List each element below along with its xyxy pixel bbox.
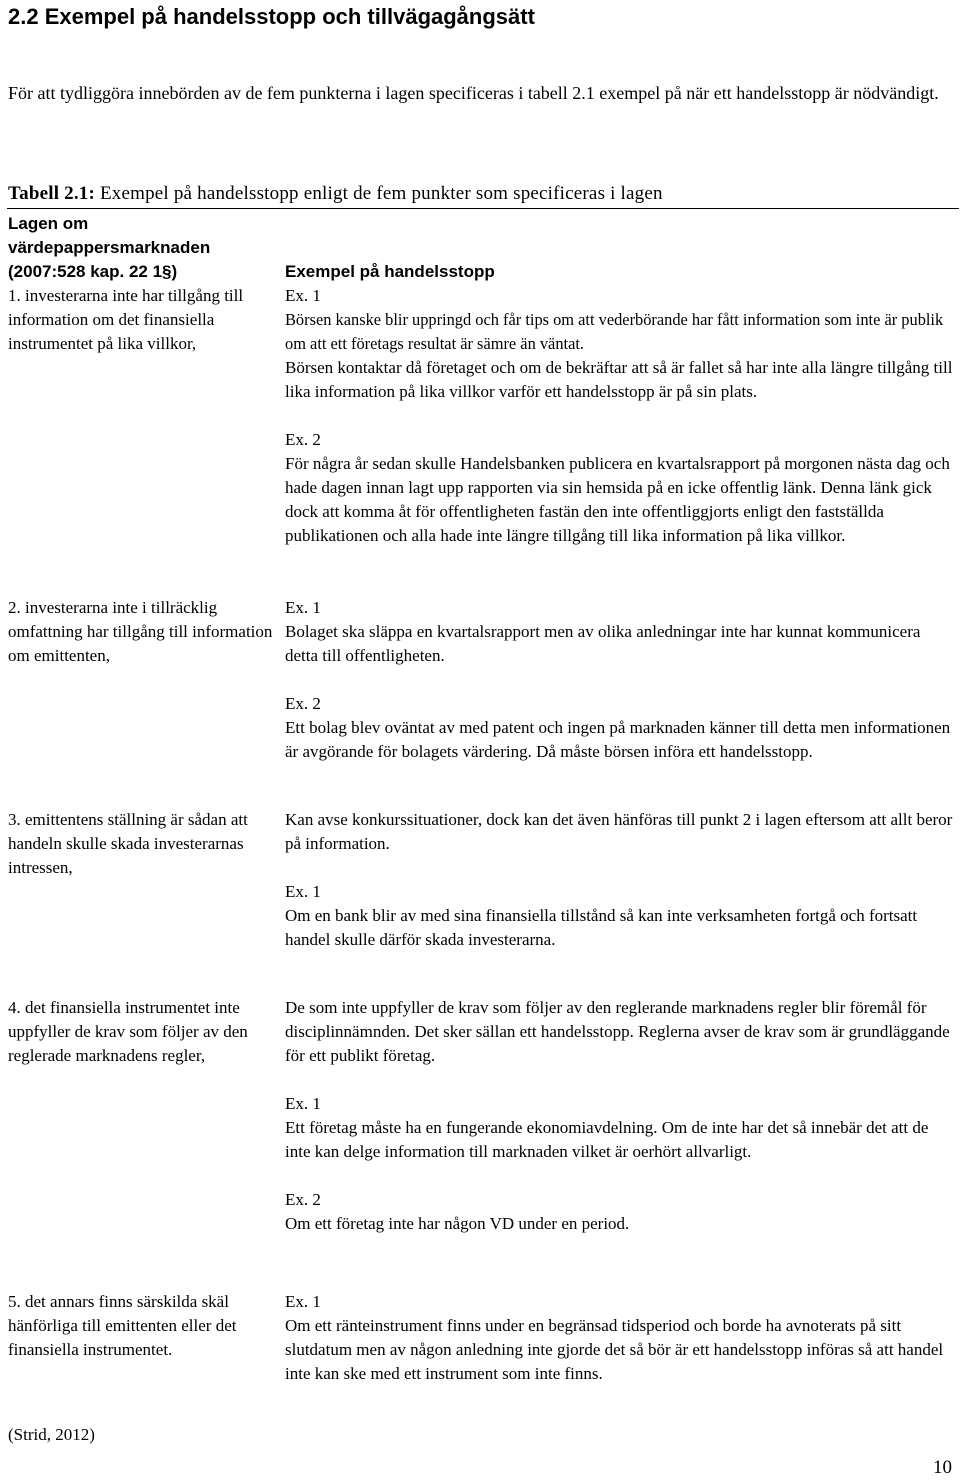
example-text: Om ett ränteinstrument finns under en begränsad tidsperiod och borde ha avnoterats på sitt slutdatum men av någon anledning inte gjorde det så bör är ett handelsstopp införas så att handel inte kan ske med ett instrument som inte finns. bbox=[285, 1316, 944, 1383]
examples-point-3 bbox=[285, 808, 955, 952]
example-label: Ex. 1 bbox=[285, 598, 321, 617]
example-text: Ett bolag blev oväntat av med patent och ingen på marknaden känner till detta men informationen är avgörande för bolagets värdering. Då måste börsen införa ett handelsstopp. bbox=[285, 718, 951, 761]
law-point-5: 5. det annars finns särskilda skäl hänförliga till emittenten eller det finansiella instrumentet. bbox=[8, 1292, 237, 1359]
example-text: Ett företag måste ha en fungerande ekonomiavdelning. Om de inte har det så innebär det att de inte kan delge information till marknaden vilket är oerhört allvarligt. bbox=[285, 1118, 929, 1161]
col-header-examples: Exempel på handelsstopp bbox=[285, 262, 495, 281]
examples-point-4 bbox=[285, 996, 955, 1236]
example-label: Ex. 2 bbox=[285, 1190, 321, 1209]
law-point-1: 1. investerarna inte har tillgång till information om det finansiella instrumentet på lika villkor, bbox=[8, 286, 244, 353]
examples-point-1 bbox=[285, 284, 955, 548]
page-number: 10 bbox=[933, 1457, 952, 1478]
caption-label: Tabell 2.1: bbox=[8, 183, 96, 204]
example-label: Ex. 1 bbox=[285, 882, 321, 901]
law-point-4: 4. det finansiella instrumentet inte uppfyller de krav som följer av den reglerade marknadens regler, bbox=[8, 998, 248, 1065]
table-source: (Strid, 2012) bbox=[8, 1425, 95, 1444]
example-text: För några år sedan skulle Handelsbanken publicera en kvartalsrapport på morgonen nästa dag och hade dagen innan lagt upp rapporten via sin hemsida på en icke offentlig länk. Denna länk gick dock att komma åt för offentligheten fastän den inte offentliggjorts enligt den fastställda publikationen och alla hade inte längre tillgång till lika information på lika villkor. bbox=[285, 454, 950, 545]
example-text: Kan avse konkurssituationer, dock kan det även hänföras till punkt 2 i lagen eftersom att allt beror på information. bbox=[285, 810, 953, 853]
example-text: Om ett företag inte har någon VD under en period. bbox=[285, 1214, 630, 1233]
section-heading: 2.2 Exempel på handelsstopp och tillvägagångsätt bbox=[8, 4, 535, 29]
table-top-rule bbox=[7, 208, 959, 209]
example-text: Börsen kanske blir uppringd och får tips om att vederbörande har fått information som inte är publik om att ett företags resultat är sämre än väntat. bbox=[285, 310, 944, 353]
law-point-3: 3. emittentens ställning är sådan att handeln skulle skada investerarnas intressen, bbox=[8, 810, 248, 877]
law-point-2: 2. investerarna inte i tillräcklig omfattning har tillgång till information om emittenten, bbox=[8, 598, 273, 665]
example-text: Bolaget ska släppa en kvartalsrapport men av olika anledningar inte har kunnat kommunicera detta till offentligheten. bbox=[285, 622, 921, 665]
caption-text: Exempel på handelsstopp enligt de fem punkter som specificeras i lagen bbox=[95, 183, 663, 204]
example-label: Ex. 1 bbox=[285, 1094, 321, 1113]
col-header-law: Lagen om värdepappersmarknaden (2007:528 kap. 22 1§) bbox=[8, 214, 211, 281]
example-label: Ex. 2 bbox=[285, 430, 321, 449]
intro-paragraph: För att tydliggöra innebörden av de fem punkterna i lagen specificeras i tabell 2.1 exempel på när ett handelsstopp är nödvändigt. bbox=[8, 83, 939, 103]
examples-point-2 bbox=[285, 596, 955, 764]
example-text: Börsen kontaktar då företaget och om de bekräftar att så är fallet så har inte alla längre tillgång till lika information på lika villkor varför ett handelsstopp är på sin plats. bbox=[285, 358, 953, 401]
example-label: Ex. 2 bbox=[285, 694, 321, 713]
examples-point-5 bbox=[285, 1290, 955, 1386]
table-caption bbox=[8, 181, 663, 207]
example-text: Om en bank blir av med sina finansiella tillstånd så kan inte verksamheten fortgå och fortsatt handel skulle därför skada investerarna. bbox=[285, 906, 918, 949]
example-text: De som inte uppfyller de krav som följer av den reglerande marknadens regler blir föremål för disciplinnämnden. Det sker sällan ett handelsstopp. Reglerna avser de krav som är grundläggande för ett publikt företag. bbox=[285, 998, 950, 1065]
example-label: Ex. 1 bbox=[285, 1292, 321, 1311]
example-label: Ex. 1 bbox=[285, 286, 321, 305]
